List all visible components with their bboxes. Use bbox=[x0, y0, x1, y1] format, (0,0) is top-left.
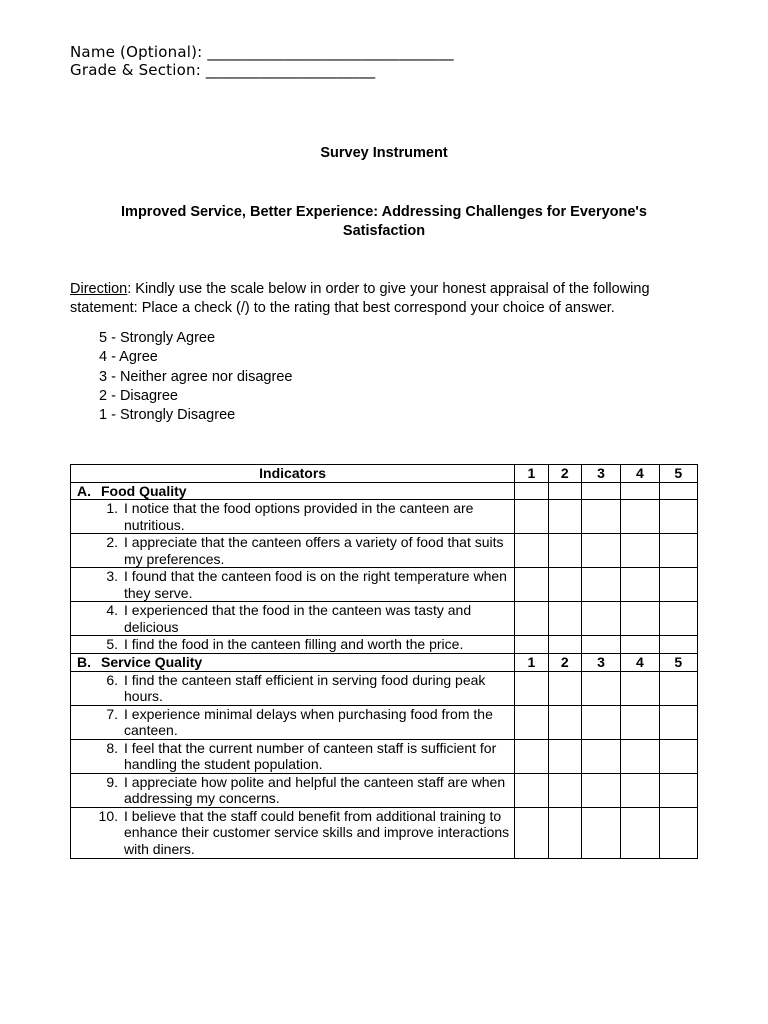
section-letter: A. bbox=[77, 482, 91, 499]
rating-cell-5[interactable] bbox=[659, 739, 697, 773]
rating-cell-3[interactable] bbox=[581, 534, 620, 568]
section-title: Service Quality bbox=[101, 654, 203, 670]
item-number: 6. bbox=[106, 671, 118, 688]
item-number: 1. bbox=[106, 500, 118, 516]
item-text: I notice that the food options provided in the canteen are nutritious. bbox=[124, 500, 474, 533]
rating-cell-5[interactable] bbox=[659, 705, 697, 739]
rating-cell-1[interactable] bbox=[515, 636, 548, 654]
item-number: 10. bbox=[98, 807, 118, 824]
section-title: Food Quality bbox=[101, 482, 187, 499]
section-row bbox=[71, 654, 698, 672]
rating-cell-4[interactable] bbox=[621, 705, 659, 739]
page-title: Survey Instrument bbox=[320, 145, 448, 161]
rating-cell-2[interactable] bbox=[548, 636, 581, 654]
table-row bbox=[71, 568, 698, 602]
indicator-cell bbox=[71, 773, 515, 807]
item-text: I find the food in the canteen filling and worth the price. bbox=[124, 636, 464, 652]
section-label bbox=[71, 654, 515, 672]
indicator-cell bbox=[71, 500, 515, 534]
rating-header-1: 1 bbox=[515, 465, 548, 483]
table-row bbox=[71, 602, 698, 636]
item-number: 8. bbox=[106, 739, 118, 756]
item-number: 2. bbox=[106, 534, 118, 550]
indicator-cell bbox=[71, 739, 515, 773]
indicator-cell bbox=[71, 602, 515, 636]
name-field-label: Name (Optional): ________________________________ bbox=[70, 43, 454, 61]
item-number: 9. bbox=[106, 773, 118, 790]
section-rating-header-4 bbox=[621, 482, 659, 500]
item-text: I appreciate how polite and helpful the canteen staff are when addressing my concerns. bbox=[124, 773, 506, 806]
item-number: 4. bbox=[106, 602, 118, 618]
scale-item: 1 - Strongly Disagree bbox=[99, 407, 236, 424]
rating-cell-1[interactable] bbox=[515, 773, 548, 807]
rating-cell-2[interactable] bbox=[548, 534, 581, 568]
rating-header-3: 3 bbox=[581, 465, 620, 483]
rating-cell-3[interactable] bbox=[581, 636, 620, 654]
rating-cell-2[interactable] bbox=[548, 568, 581, 602]
rating-cell-4[interactable] bbox=[621, 636, 659, 654]
scale-item: 2 - Disagree bbox=[99, 387, 178, 404]
indicator-cell bbox=[71, 534, 515, 568]
item-text: I experience minimal delays when purchasing food from the canteen. bbox=[124, 705, 493, 738]
rating-cell-2[interactable] bbox=[548, 705, 581, 739]
rating-cell-3[interactable] bbox=[581, 671, 620, 705]
rating-header-5: 5 bbox=[659, 465, 697, 483]
rating-cell-5[interactable] bbox=[659, 671, 697, 705]
rating-cell-3[interactable] bbox=[581, 807, 620, 858]
direction-paragraph bbox=[70, 280, 700, 318]
table-row bbox=[71, 500, 698, 534]
table-row bbox=[71, 534, 698, 568]
rating-cell-1[interactable] bbox=[515, 705, 548, 739]
rating-cell-4[interactable] bbox=[621, 739, 659, 773]
rating-cell-4[interactable] bbox=[621, 500, 659, 534]
rating-cell-4[interactable] bbox=[621, 568, 659, 602]
rating-cell-5[interactable] bbox=[659, 773, 697, 807]
survey-table-body bbox=[71, 482, 698, 858]
rating-cell-2[interactable] bbox=[548, 671, 581, 705]
rating-cell-3[interactable] bbox=[581, 568, 620, 602]
rating-cell-2[interactable] bbox=[548, 500, 581, 534]
section-rating-header-2: 2 bbox=[548, 654, 581, 672]
item-number: 7. bbox=[106, 705, 118, 722]
rating-cell-3[interactable] bbox=[581, 602, 620, 636]
table-row bbox=[71, 807, 698, 858]
rating-cell-4[interactable] bbox=[621, 807, 659, 858]
rating-scale-list bbox=[99, 329, 292, 425]
scale-item: 3 - Neither agree nor disagree bbox=[99, 368, 293, 385]
table-row bbox=[71, 739, 698, 773]
rating-cell-5[interactable] bbox=[659, 500, 697, 534]
indicators-header: Indicators bbox=[71, 465, 515, 483]
table-row bbox=[71, 773, 698, 807]
section-rating-header-4: 4 bbox=[621, 654, 659, 672]
section-rating-header-3: 3 bbox=[581, 654, 620, 672]
rating-cell-5[interactable] bbox=[659, 602, 697, 636]
rating-cell-4[interactable] bbox=[621, 602, 659, 636]
rating-cell-4[interactable] bbox=[621, 773, 659, 807]
table-row bbox=[71, 636, 698, 654]
rating-cell-5[interactable] bbox=[659, 636, 697, 654]
indicator-cell bbox=[71, 671, 515, 705]
rating-cell-5[interactable] bbox=[659, 807, 697, 858]
scale-item: 4 - Agree bbox=[99, 349, 158, 366]
rating-cell-2[interactable] bbox=[548, 602, 581, 636]
item-text: I find the canteen staff efficient in serving food during peak hours. bbox=[124, 671, 486, 704]
rating-cell-5[interactable] bbox=[659, 568, 697, 602]
table-row bbox=[71, 671, 698, 705]
indicator-cell bbox=[71, 568, 515, 602]
rating-cell-2[interactable] bbox=[548, 739, 581, 773]
rating-cell-4[interactable] bbox=[621, 671, 659, 705]
section-letter: B. bbox=[77, 654, 91, 670]
item-text: I appreciate that the canteen offers a variety of food that suits my preferences. bbox=[124, 534, 504, 567]
section-rating-header-1 bbox=[515, 482, 548, 500]
section-rating-header-2 bbox=[548, 482, 581, 500]
indicator-cell bbox=[71, 705, 515, 739]
rating-cell-1[interactable] bbox=[515, 671, 548, 705]
page-subtitle: Improved Service, Better Experience: Addressing Challenges for Everyone's Satisfaction bbox=[121, 204, 647, 239]
table-header-row bbox=[71, 465, 698, 483]
rating-cell-1[interactable] bbox=[515, 807, 548, 858]
item-number: 5. bbox=[106, 636, 118, 652]
section-rating-header-1: 1 bbox=[515, 654, 548, 672]
rating-cell-5[interactable] bbox=[659, 534, 697, 568]
scale-item: 5 - Strongly Agree bbox=[99, 330, 216, 346]
rating-cell-1[interactable] bbox=[515, 739, 548, 773]
rating-cell-1[interactable] bbox=[515, 602, 548, 636]
rating-cell-1[interactable] bbox=[515, 534, 548, 568]
item-text: I feel that the current number of canteen staff is sufficient for handling the student population. bbox=[124, 739, 497, 772]
rating-cell-4[interactable] bbox=[621, 534, 659, 568]
section-label bbox=[71, 482, 515, 500]
item-number: 3. bbox=[106, 568, 118, 584]
grade-section-field-label: Grade & Section: ______________________ bbox=[70, 61, 376, 79]
rating-cell-1[interactable] bbox=[515, 500, 548, 534]
rating-header-2: 2 bbox=[548, 465, 581, 483]
section-row bbox=[71, 482, 698, 500]
rating-header-4: 4 bbox=[621, 465, 659, 483]
indicator-cell bbox=[71, 636, 515, 654]
rating-cell-2[interactable] bbox=[548, 807, 581, 858]
item-text: I believe that the staff could benefit from additional training to enhance their customer service skills and improve interactions with diners. bbox=[124, 807, 510, 857]
rating-cell-3[interactable] bbox=[581, 739, 620, 773]
rating-cell-3[interactable] bbox=[581, 773, 620, 807]
item-text: I found that the canteen food is on the right temperature when they serve. bbox=[124, 568, 507, 601]
rating-cell-1[interactable] bbox=[515, 568, 548, 602]
section-rating-header-5 bbox=[659, 482, 697, 500]
section-rating-header-5: 5 bbox=[659, 654, 697, 672]
direction-text: : Kindly use the scale below in order to give your honest appraisal of the following statement: Place a check (/) to the rating that best correspond your choice of answer. bbox=[70, 281, 650, 316]
rating-cell-3[interactable] bbox=[581, 705, 620, 739]
item-text: I experienced that the food in the canteen was tasty and delicious bbox=[124, 602, 472, 635]
rating-cell-3[interactable] bbox=[581, 500, 620, 534]
indicator-cell bbox=[71, 807, 515, 858]
direction-label: Direction bbox=[70, 281, 128, 297]
rating-cell-2[interactable] bbox=[548, 773, 581, 807]
table-row bbox=[71, 705, 698, 739]
section-rating-header-3 bbox=[581, 482, 620, 500]
survey-table bbox=[70, 464, 698, 859]
